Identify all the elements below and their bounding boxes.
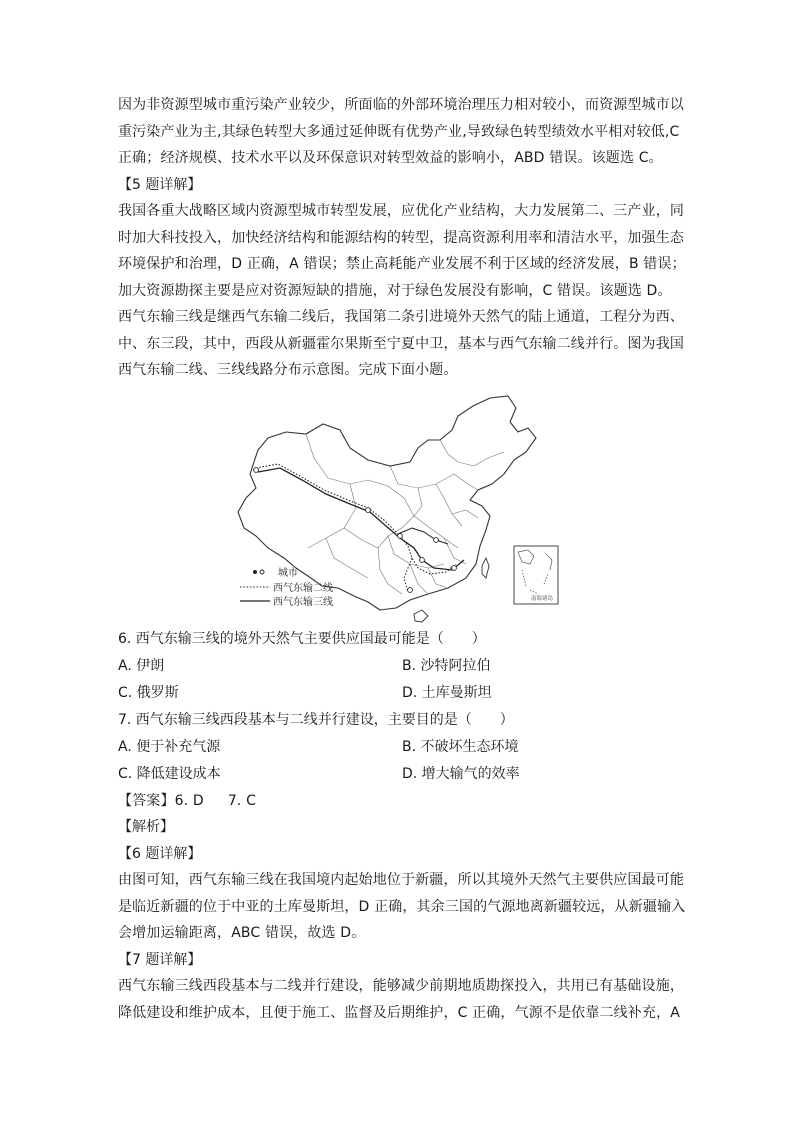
taiwan-island [482,558,489,578]
city-marker [452,565,457,570]
text-line: 西气东输三线是继西气东输二线后，我国第二条引进境外天然气的陆上通道，工程分为西、 [118,309,684,325]
answer-line [118,788,684,815]
legend-city-label: 城市 [278,567,298,579]
legend-line-2-label: 西气东输二线 [273,582,333,594]
paragraph-question-intro [118,304,684,384]
text-line: 我国各重大战略区域内资源型城市转型发展，应优化产业结构，大力发展第二、三产业，同 [118,203,684,219]
legend-line-3-label: 西气东输三线 [273,596,333,608]
text-line: 中、东三段，其中，西段从新疆霍尔果斯至宁夏中卫，基本与西气东输二线并行。图为我国 [118,335,684,352]
heading-analysis: 【解析】 [118,819,174,835]
heading-q7-detail: 【7 题详解】 [118,951,202,968]
answer-label: 【答案】 [118,792,175,809]
text-line: 重污染产业为主,其绿色转型大多通过延伸既有优势产业,导致绿色转型绩效水平相对较低,C [118,123,680,140]
pipeline-map-figure [118,388,684,626]
option-6-d: D. 土库曼斯坦 [402,684,492,701]
text-line: 因为非资源型城市重污染产业较少，所面临的外部环境治理压力相对较小，而资源型城市以 [118,97,684,113]
text-line: 时加大科技投入，加快经济结构和能源结构的转型，提高资源利用率和清洁水平，加强生态 [118,229,684,246]
option-6-a: A. 伊朗 [118,657,165,674]
text-line: 加大资源勘探主要是应对资源短缺的措施，对于绿色发展没有影响，C 错误。该题选 D。 [118,282,672,299]
option-6-c: C. 俄罗斯 [118,684,179,701]
china-map [118,388,684,626]
option-7-b: B. 不破坏生态环境 [402,738,519,755]
option-7-d: D. 增大输气的效率 [402,765,520,782]
text-line: 正确；经济规模、技术水平以及环保意识对转型效益的影响小，ABD 错误。该题选 C。 [118,150,663,166]
option-7-c: C. 降低建设成本 [118,765,221,782]
city-marker [254,467,259,472]
answer-6: 6. D [174,792,204,809]
text-line: 由图可知，西气东输三线在我国境内起始地位于新疆，所以其境外天然气主要供应国最可能 [118,872,684,888]
text-line: 西气东输二线、三线线路分布示意图。完成下面小题。 [118,362,458,378]
paragraph-q7-explanation [118,973,684,1026]
paragraph-q5-explanation [118,198,684,304]
question-6-stem: 6. 西气东输三线的境外天然气主要供应国最可能是（ ） [118,630,486,647]
city-marker [408,587,413,592]
document-page [118,92,684,1026]
text-line: 降低建设和维护成本，且便于施工、监督及后期维护，C 正确，气源不是依靠二线补充，A [118,1004,680,1021]
paragraph-q4-explanation [118,92,684,172]
heading-q5-detail: 【5 题详解】 [118,176,202,193]
city-marker [366,507,371,512]
city-marker [398,533,403,538]
paragraph-q6-explanation [118,867,684,947]
south-china-sea-inset [514,546,558,604]
option-6-b: B. 沙特阿拉伯 [402,657,491,674]
text-line: 西气东输三线西段基本与二线并行建设，能够减少前期地质勘探投入，共用已有基础设施， [118,978,684,994]
legend-city-symbol [260,570,264,574]
text-line: 环境保护和治理，D 正确，A 错误；禁止高耗能产业发展不利于区域的经济发展，B 错误； [118,256,686,272]
inset-label: 南海诸岛 [530,595,554,602]
text-line: 会增加运输距离，ABC 错误，故选 D。 [118,925,366,941]
answer-7: 7. C [227,792,256,809]
question-7-stem: 7. 西气东输三线西段基本与二线并行建设，主要目的是（ ） [118,711,514,728]
option-7-a: A. 便于补充气源 [118,738,221,755]
legend-city-symbol [253,570,257,574]
city-marker [420,557,425,562]
question-6-options [118,653,684,707]
city-marker [434,537,439,542]
text-line: 是临近新疆的位于中亚的土库曼斯坦，D 正确，其余三国的气源地离新疆较远，从新疆输入 [118,898,686,915]
hainan-island [414,610,428,622]
heading-q6-detail: 【6 题详解】 [118,845,202,862]
question-7-options [118,734,684,788]
